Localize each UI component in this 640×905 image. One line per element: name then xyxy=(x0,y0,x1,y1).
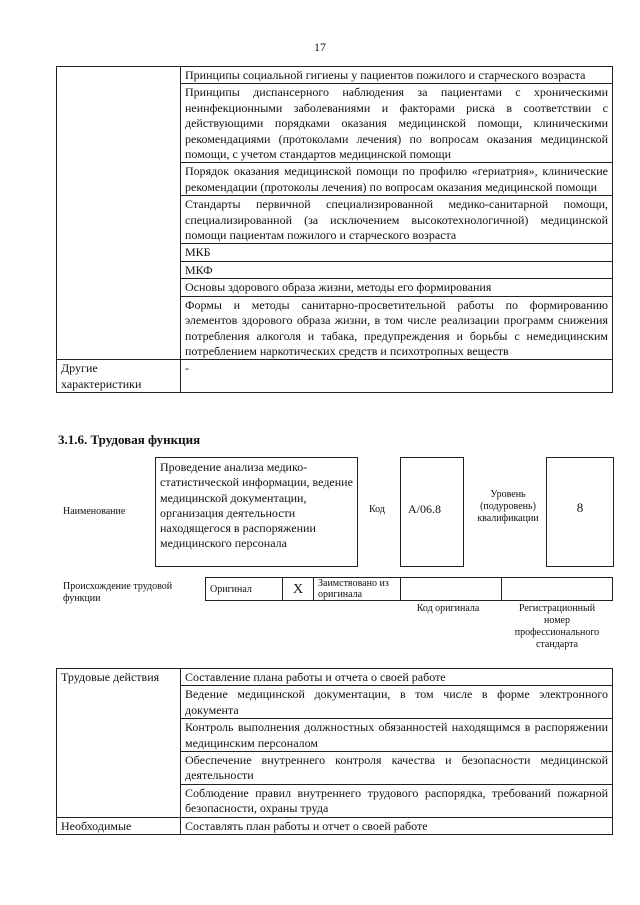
table-row: МКБ xyxy=(181,244,613,261)
table-row: Порядок оказания медицинской помощи по профилю «гериатрия», клинические рекомендации (протоколы лечения) по вопросам оказания медицинской помощи xyxy=(181,163,613,196)
table-row: Составлять план работы и отчет о своей работе xyxy=(181,817,613,834)
table-cell-empty xyxy=(57,67,181,360)
other-characteristics-value: - xyxy=(181,360,613,393)
code-original-caption: Код оригинала xyxy=(416,603,480,614)
table-row: Контроль выполнения должностных обязанностей находящимся в распоряжении медицинским персоналом xyxy=(181,719,613,752)
other-characteristics-label: Другие характеристики xyxy=(57,360,181,393)
reg-number-caption: Регистрационный номер профессионального стандарта xyxy=(514,603,600,650)
labor-actions-label: Трудовые действия xyxy=(57,669,181,818)
table-row: Стандарты первичной специализированной медико-санитарной помощи, специализированной (за исключением высокотехнологичной) медицинской помощи пациентам пожилого и старческого возраста xyxy=(181,196,613,244)
code-box xyxy=(400,457,464,567)
table-row: Соблюдение правил внутреннего трудового распорядка, требований пожарной безопасности, охраны труда xyxy=(181,784,613,817)
name-label: Наименование xyxy=(63,506,126,517)
level-label: Уровень (подуровень) квалификации xyxy=(477,489,539,524)
section-heading: 3.1.6. Трудовая функция xyxy=(58,432,201,447)
required-skills-label: Необходимые xyxy=(57,817,181,834)
table-row: Формы и методы санитарно-просветительной работы по формированию элементов здорового образа жизни, в том числе реализации программ снижения потребления алкоголя и табака, предупреждения и борьбы с немедицинским потреблением наркотических средств и психотропных веществ xyxy=(181,296,613,360)
table-row: Составление плана работы и отчета о своей работе xyxy=(181,669,613,686)
function-name-value: Проведение анализа медико-статистической информации, ведение медицинской документации, организация деятельности находящегося в распоряжении медицинского персонала xyxy=(160,460,353,551)
reg-number-cell xyxy=(502,578,613,601)
code-original-cell xyxy=(401,578,502,601)
original-label: Оригинал xyxy=(206,578,283,601)
labor-actions-table xyxy=(56,668,613,835)
origin-table xyxy=(205,577,613,601)
table-row: Принципы социальной гигиены у пациентов пожилого и старческого возраста xyxy=(181,67,613,84)
code-value: A/06.8 xyxy=(408,502,441,516)
function-name-box xyxy=(155,457,358,567)
knowledge-table xyxy=(56,66,613,393)
original-mark: X xyxy=(283,578,314,601)
table-row: Принципы диспансерного наблюдения за пациентами с хроническими неинфекционными заболеваниями и факторами риска в соответствии с действующими порядками оказания медицинской помощи, клиническими рекомендациями (протоколами лечения) по вопросам оказания медицинской помощи, с учетом стандартов медицинской помощи xyxy=(181,84,613,163)
table-row: Обеспечение внутреннего контроля качества и безопасности медицинской деятельности xyxy=(181,752,613,785)
level-box xyxy=(546,457,614,567)
code-label: Код xyxy=(369,504,385,515)
table-row: Основы здорового образа жизни, методы его формирования xyxy=(181,279,613,296)
level-value: 8 xyxy=(576,500,584,515)
table-row: Ведение медицинской документации, в том числе в форме электронного документа xyxy=(181,686,613,719)
page-number: 17 xyxy=(314,40,326,54)
table-row: МКФ xyxy=(181,261,613,278)
origin-label: Происхождение трудовой функции xyxy=(63,581,173,604)
borrowed-label: Заимствовано из оригинала xyxy=(314,578,401,601)
